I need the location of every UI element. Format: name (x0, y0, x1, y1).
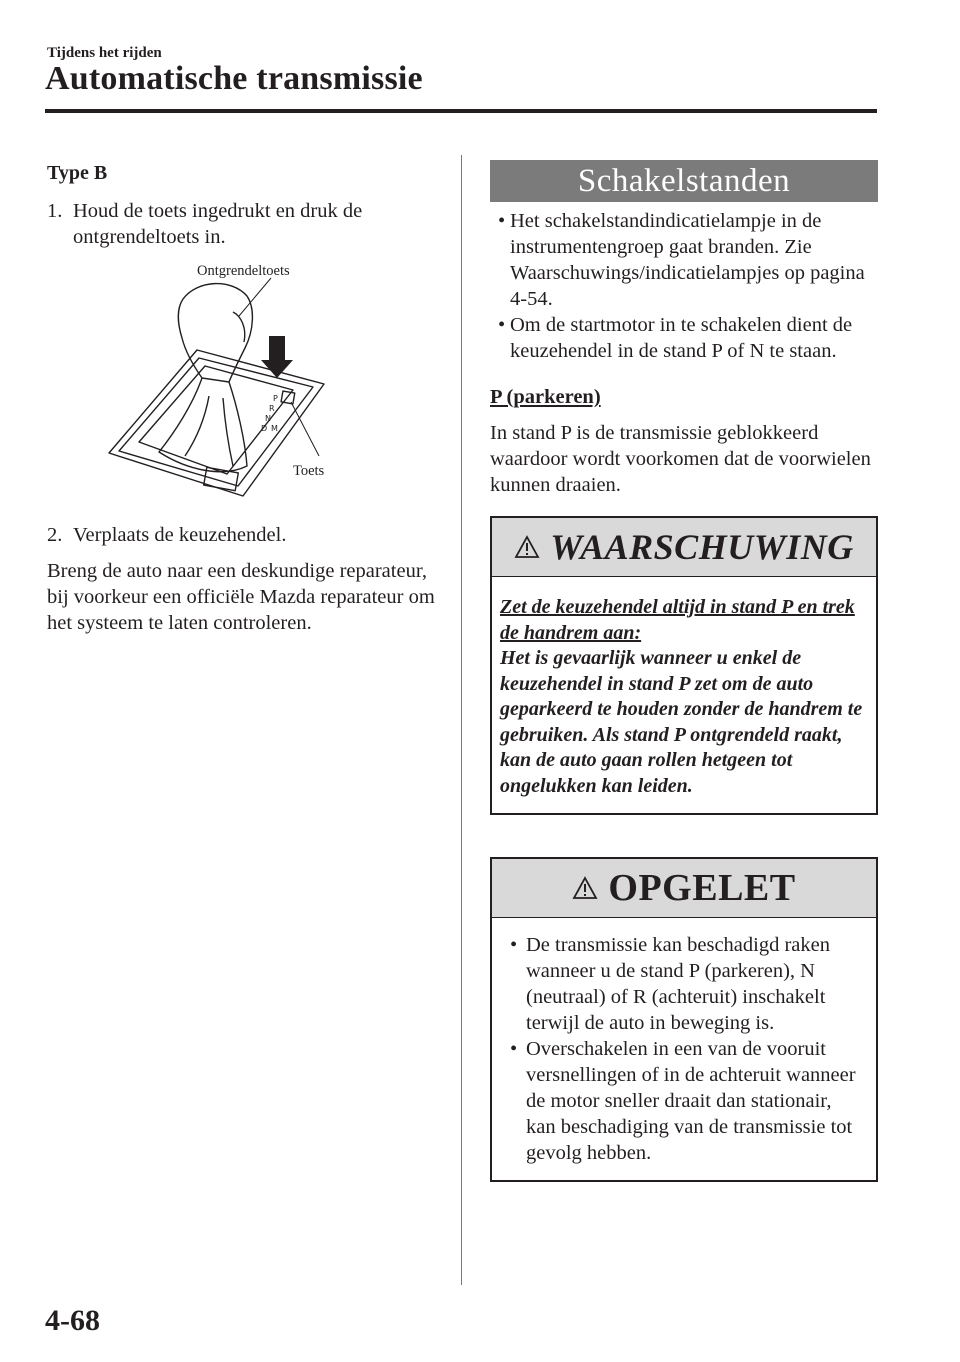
button-label: Toets (293, 463, 325, 479)
type-heading: Type B (47, 162, 108, 184)
svg-text:D: D (261, 424, 268, 433)
column-divider (461, 155, 462, 1285)
caution-title: OPGELET (608, 867, 796, 909)
bullet-dot: • (498, 210, 506, 232)
list-item (510, 932, 864, 1036)
park-paragraph: In stand P is de transmissie geblokkeerd waardoor wordt voorkomen dat de voorwielen kunnen draaien. (490, 422, 871, 496)
bullet-dot: • (510, 1038, 518, 1060)
step-text: Houd de toets ingedrukt en druk de ontgrendeltoets in. (73, 200, 363, 248)
header-rule (45, 109, 877, 113)
warning-title: WAARSCHUWING (550, 527, 854, 567)
repair-paragraph: Breng de auto naar een deskundige reparateur, bij voorkeur een officiële Mazda reparateur om het systeem te laten controleren. (47, 560, 435, 634)
step-number: 1. (47, 200, 63, 222)
step-number: 2. (47, 524, 63, 546)
bullet-list (490, 208, 878, 364)
warning-body (492, 577, 876, 813)
page-title: Automatische transmissie (45, 60, 423, 97)
shift-lever-drawing (47, 256, 447, 516)
warning-text: Het is gevaarlijk wanneer u enkel de keuzehendel in stand P zet om de auto geparkeerd te houden zonder de handrem te gebruiken. Als stand P ontgrendeld raakt, kan de auto gaan rollen hetgeen tot ongelukken kan leiden. (500, 647, 863, 797)
list-item (498, 312, 878, 364)
step-2 (47, 522, 447, 548)
svg-text:P: P (273, 394, 278, 403)
svg-text:M: M (271, 424, 278, 433)
bullet-dot: • (498, 314, 506, 336)
shifter-illustration (47, 256, 447, 516)
bullet-text: Het schakelstandindicatielampje in de instrumentengroep gaat branden. Zie Waarschuwings/indicatielampjes op pagina 4-54. (510, 210, 865, 310)
section-banner: Schakelstanden (490, 160, 878, 202)
caution-body (492, 918, 876, 1180)
svg-text:R: R (269, 404, 275, 413)
caution-triangle-icon (572, 876, 598, 900)
right-column (490, 160, 878, 1182)
release-button-label: Ontgrendeltoets (197, 263, 290, 279)
caution-header (492, 859, 876, 918)
warning-header (492, 518, 876, 577)
warning-box (490, 516, 878, 815)
bullet-text: Om de startmotor in te schakelen dient de keuzehendel in de stand P of N te staan. (510, 314, 853, 362)
step-text: Verplaats de keuzehendel. (73, 524, 287, 546)
step-1 (47, 198, 447, 250)
warning-triangle-icon (514, 535, 540, 559)
page-number: 4-68 (45, 1304, 100, 1337)
list-item (510, 1036, 864, 1166)
left-column (47, 160, 447, 636)
caution-box (490, 857, 878, 1182)
warning-lead: Zet de keuzehendel altijd in stand P en trek de handrem aan: (500, 596, 855, 644)
park-subheading: P (parkeren) (490, 386, 601, 408)
bullet-text: De transmissie kan beschadigd raken wanneer u de stand P (parkeren), N (neutraal) of R (achteruit) inschakelt terwijl de auto in beweging is. (526, 934, 830, 1034)
svg-text:N: N (265, 414, 271, 423)
bullet-dot: • (510, 934, 518, 956)
bullet-text: Overschakelen in een van de vooruit versnellingen of in de achteruit wanneer de motor sneller draait dan stationair, kan beschadiging van de transmissie tot gevolg hebben. (526, 1038, 856, 1164)
section-label: Tijdens het rijden (47, 45, 162, 61)
list-item (498, 208, 878, 312)
